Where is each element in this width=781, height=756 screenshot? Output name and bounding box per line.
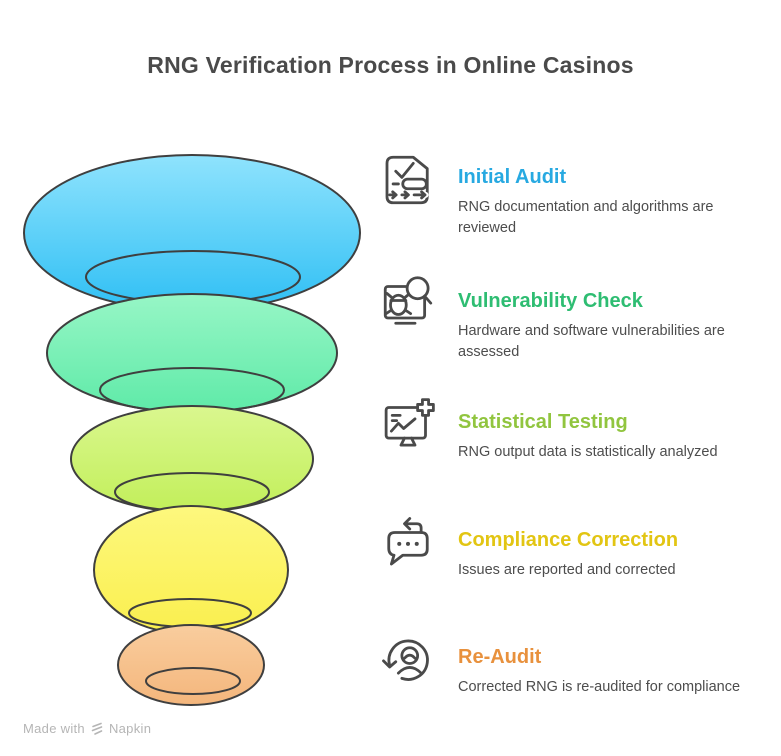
step-re-audit <box>378 630 774 698</box>
bug-scan-monitor-icon <box>380 276 436 332</box>
step-vulnerability-check <box>378 274 774 363</box>
funnel-level-4 <box>94 506 288 634</box>
speech-bubble-undo-icon <box>380 515 436 571</box>
brand-name: Napkin <box>108 721 152 736</box>
step-description: RNG documentation and algorithms are reviewed <box>458 199 714 237</box>
step-title: Vulnerability Check <box>458 290 643 312</box>
person-refresh-icon <box>380 632 436 688</box>
step-statistical-testing <box>378 395 774 463</box>
napkin-logo-icon <box>90 722 104 736</box>
step-title: Compliance Correction <box>458 529 679 551</box>
made-with-label: Made with <box>23 721 85 736</box>
step-initial-audit <box>378 150 774 239</box>
funnel-level-2 <box>47 294 337 412</box>
funnel-level-3 <box>71 406 313 512</box>
step-description: RNG output data is statistically analyzed <box>458 444 718 460</box>
step-title: Initial Audit <box>458 166 567 188</box>
step-title: Statistical Testing <box>458 411 628 433</box>
step-compliance-correction <box>378 513 774 581</box>
step-description: Corrected RNG is re-audited for compliance <box>458 679 741 695</box>
step-title: Re-Audit <box>458 646 542 668</box>
step-description: Issues are reported and corrected <box>458 562 676 578</box>
funnel-level-1 <box>24 155 360 311</box>
monitor-chart-plus-icon <box>380 397 436 453</box>
made-with-napkin-footer <box>23 721 151 736</box>
document-check-arrows-icon <box>380 152 436 208</box>
step-description: Hardware and software vulnerabilities are assessed <box>458 323 725 361</box>
funnel-diagram <box>0 0 380 756</box>
page-title: RNG Verification Process in Online Casinos <box>147 52 634 78</box>
